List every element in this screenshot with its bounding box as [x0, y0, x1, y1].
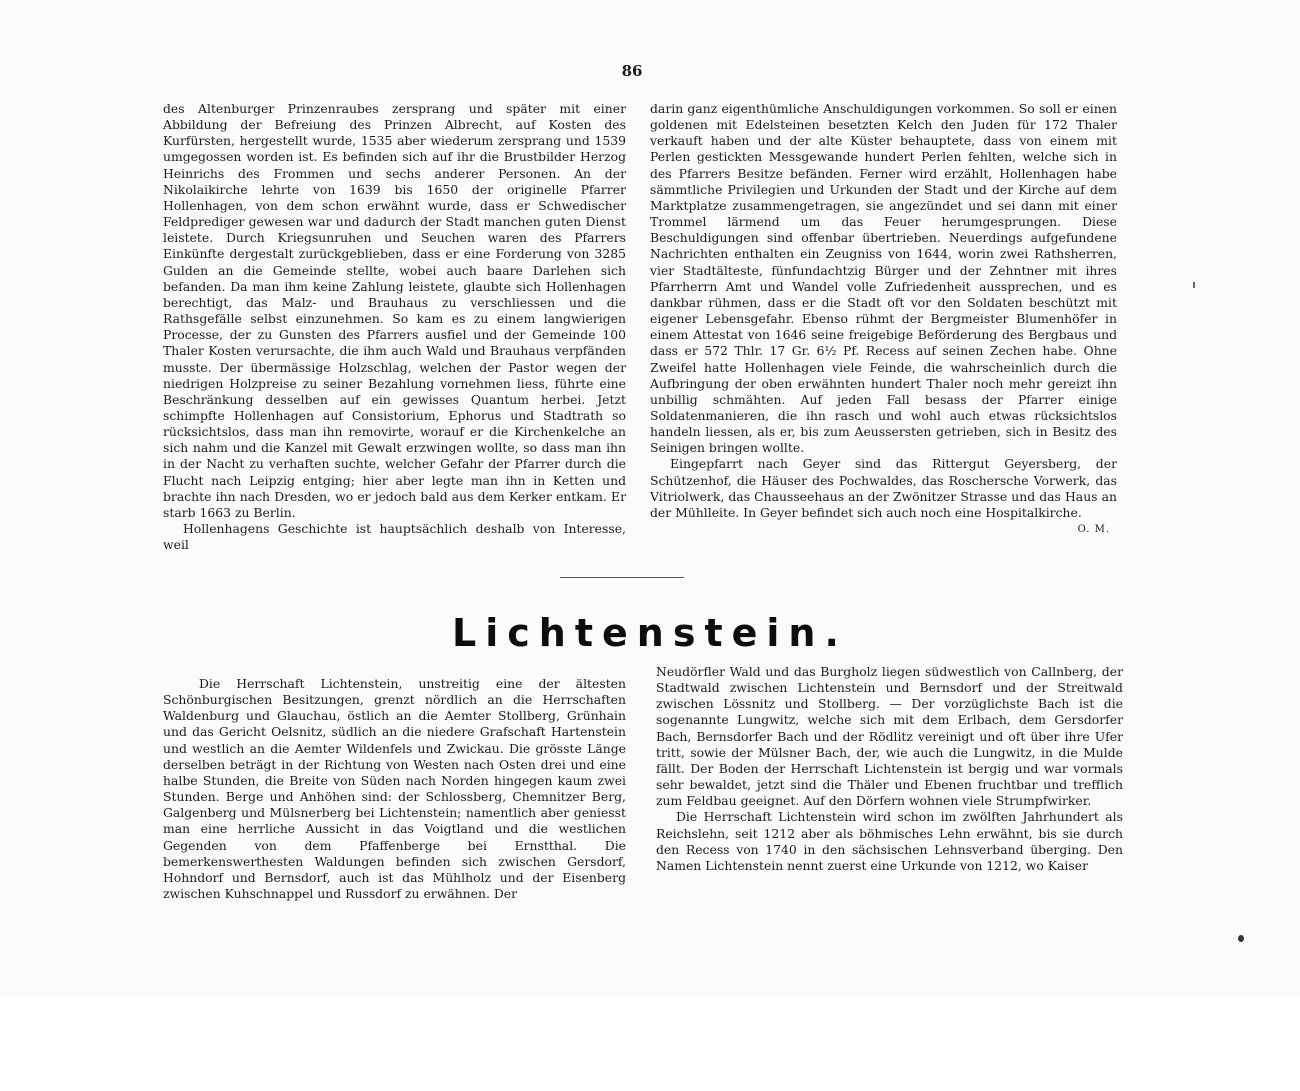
scan-mark — [1193, 282, 1195, 288]
paragraph: Hollenhagens Geschichte ist hauptsächlich deshalb von Interesse, weil — [163, 521, 626, 553]
paragraph: Eingepfarrt nach Geyer sind das Rittergut Geyersberg, der Schützenhof, die Häuser des Pochwaldes, das Roschersche Vorwerk, das Vitriolwerk, das Chausseehaus an der Zwönitzer Strasse und das Haus an der Mühlleite. In Geyer befindet sich auch noch eine Hospitalkirche. — [650, 456, 1117, 520]
section-divider — [560, 577, 684, 578]
top-right-column — [650, 101, 1117, 521]
paragraph: Die Herrschaft Lichtenstein wird schon im zwölften Jahrhundert als Reichslehn, seit 1212 aber als böhmisches Lehn erwähnt, bis sie durch den Recess von 1740 in den sächsischen Lehnsverband überging. Den Namen Lichtenstein nennt zuerst eine Urkunde von 1212, wo Kaiser — [656, 809, 1123, 873]
ink-speck — [1238, 935, 1244, 942]
author-signature: O. M. — [1077, 524, 1110, 535]
bottom-left-column — [163, 676, 626, 902]
paragraph: Die Herrschaft Lichtenstein, unstreitig eine der ältesten Schönburgischen Besitzungen, grenzt nördlich an die Herrschaften Waldenburg und Glauchau, östlich an die Aemter Stollberg, Grünhain und das Gericht Oelsnitz, südlich an die niedere Grafschaft Hartenstein und westlich an die Aemter Wildenfels und Zwickau. Die grösste Länge derselben beträgt in der Richtung von Westen nach Osten drei und eine halbe Stunden, die Breite von Süden nach Norden hingegen kaum zwei Stunden. Berge und Anhöhen sind: der Schlossberg, Chemnitzer Berg, Galgenberg und Mülsnerberg bei Lichtenstein; namentlich aber geniesst man eine herrliche Aussicht in das Voigtland und die westlichen Gegenden von dem Pfaffenberge bei Ernstthal. Die bemerkenswerthesten Waldungen befinden sich zwischen Gersdorf, Hohndorf und Bernsdorf, auch ist das Mühlholz und der Eisenberg zwischen Kuhschnappel und Russdorf zu erwähnen. Der — [163, 676, 626, 902]
paragraph: des Altenburger Prinzenraubes zersprang und später mit einer Abbildung der Befreiung des Prinzen Albrecht, auf Kosten des Kurfürsten, hergestellt wurde, 1535 aber wiederum zersprang und 1539 umgegossen worden ist. Es befinden sich auf ihr die Brustbilder Herzog Heinrichs des Frommen und sechs anderer Personen. An der Nikolaikirche lehrte von 1639 bis 1650 der originelle Pfarrer Hollenhagen, von dem schon erwähnt wurde, dass er Schwedischer Feldprediger gewesen war und dadurch der Stadt manchen guten Dienst leistete. Durch Kriegsunruhen und Seuchen waren des Pfarrers Einkünfte dergestalt zurückgeblieben, dass er eine Forderung von 3285 Gulden an die Gemeinde stellte, wobei auch baare Darlehen sich befanden. Da man ihm keine Zahlung leistete, glaubte sich Hollenhagen berechtigt, das Malz- und Brauhaus zu verschliessen und die Rathsgefälle selbst einzunehmen. So kam es zu einem langwierigen Processe, der zu Gunsten des Pfarrers ausfiel und der Gemeinde 100 Thaler Kosten verursachte, die ihm auch Wald und Brauhaus verpfänden musste. Der übermässige Holzschlag, welchen der Pastor wegen der niedrigen Holzpreise zu seiner Bezahlung vornehmen liess, führte eine Beschränkung desselben auf ein gewisses Quantum herbei. Jetzt schimpfte Hollenhagen auf Consistorium, Ephorus und Stadtrath so rücksichtslos, dass man ihn removirte, worauf er die Kirchenkelche an sich nahm und die Kanzel mit Gewalt erzwingen wollte, so dass man ihn in der Nacht zu verhaften suchte, welcher Gefahr der Pfarrer durch die Flucht nach Leipzig entging; hier aber legte man ihn in Ketten und brachte ihn nach Dresden, wo er jedoch bald aus dem Kerker entkam. Er starb 1663 zu Berlin. — [163, 101, 626, 520]
paragraph: Neudörfler Wald und das Burgholz liegen südwestlich von Callnberg, der Stadtwald zwischen Lichtenstein und Bernsdorf und der Streitwald zwischen Lössnitz und Stollberg. — Der vorzüglichste Bach ist die sogenannte Lungwitz, welche sich mit dem Erlbach, dem Gersdorfer Bach, Bernsdorfer Bach und der Rödlitz vereinigt und oft über ihre Ufer tritt, sowie der Mülsner Bach, der, wie auch die Lungwitz, in die Mulde fällt. Der Boden der Herrschaft Lichtenstein ist bergig und war vormals sehr bewaldet, jetzt sind die Thäler und Ebenen fruchtbar und trefflich zum Feldbau geeignet. Auf den Dörfern wohnen viele Strumpfwirker. — [656, 664, 1123, 809]
bottom-right-column — [656, 664, 1123, 874]
top-left-column — [163, 101, 626, 553]
section-title: Lichtenstein. — [452, 611, 848, 655]
paragraph: darin ganz eigenthümliche Anschuldigungen vorkommen. So soll er einen goldenen mit Edelsteinen besetzten Kelch den Juden für 172 Thaler verkauft haben und der alte Küster behauptete, dass von einem mit Perlen gestickten Messgewande hundert Perlen fehlten, welche sich in des Pfarrers Besitze befänden. Ferner wird erzählt, Hollenhagen habe sämmtliche Privilegien und Urkunden der Stadt und der Kirche auf dem Marktplatze zusammengetragen, sie angezündet und sei dann mit einer Trommel lärmend um das Feuer herumgesprungen. Diese Beschuldigungen sind offenbar übertrieben. Neuerdings aufgefundene Nachrichten enthalten ein Zeugniss von 1644, worin zwei Rathsherren, vier Stadtälteste, fünfundachtzig Bürger und der Zehntner mit ihres Pfarrherrn Amt und Wandel volle Zufriedenheit aussprechen, und es dankbar rühmen, dass er die Stadt oft vor den Soldaten beschützt mit eigener Lebensgefahr. Ebenso rühmt der Bergmeister Blumenhöfer in einem Attestat von 1646 seine freigebige Beförderung des Bergbaus und dass er 572 Thlr. 17 Gr. 6½ Pf. Recess auf seinen Zechen habe. Ohne Zweifel hatte Hollenhagen viele Feinde, die wahrscheinlich durch die Aufbringung der oben erwähnten hundert Thaler noch mehr gereizt ihn unbillig schmähten. Auf jeden Fall besass der Pfarrer einige Soldatenmanieren, die ihn rasch und wohl auch etwas rücksichtslos handeln liessen, als er, bis zum Aeussersten getrieben, sich in Besitz des Seinigen bringen wollte. — [650, 101, 1117, 456]
page-number: 86 — [621, 62, 643, 80]
